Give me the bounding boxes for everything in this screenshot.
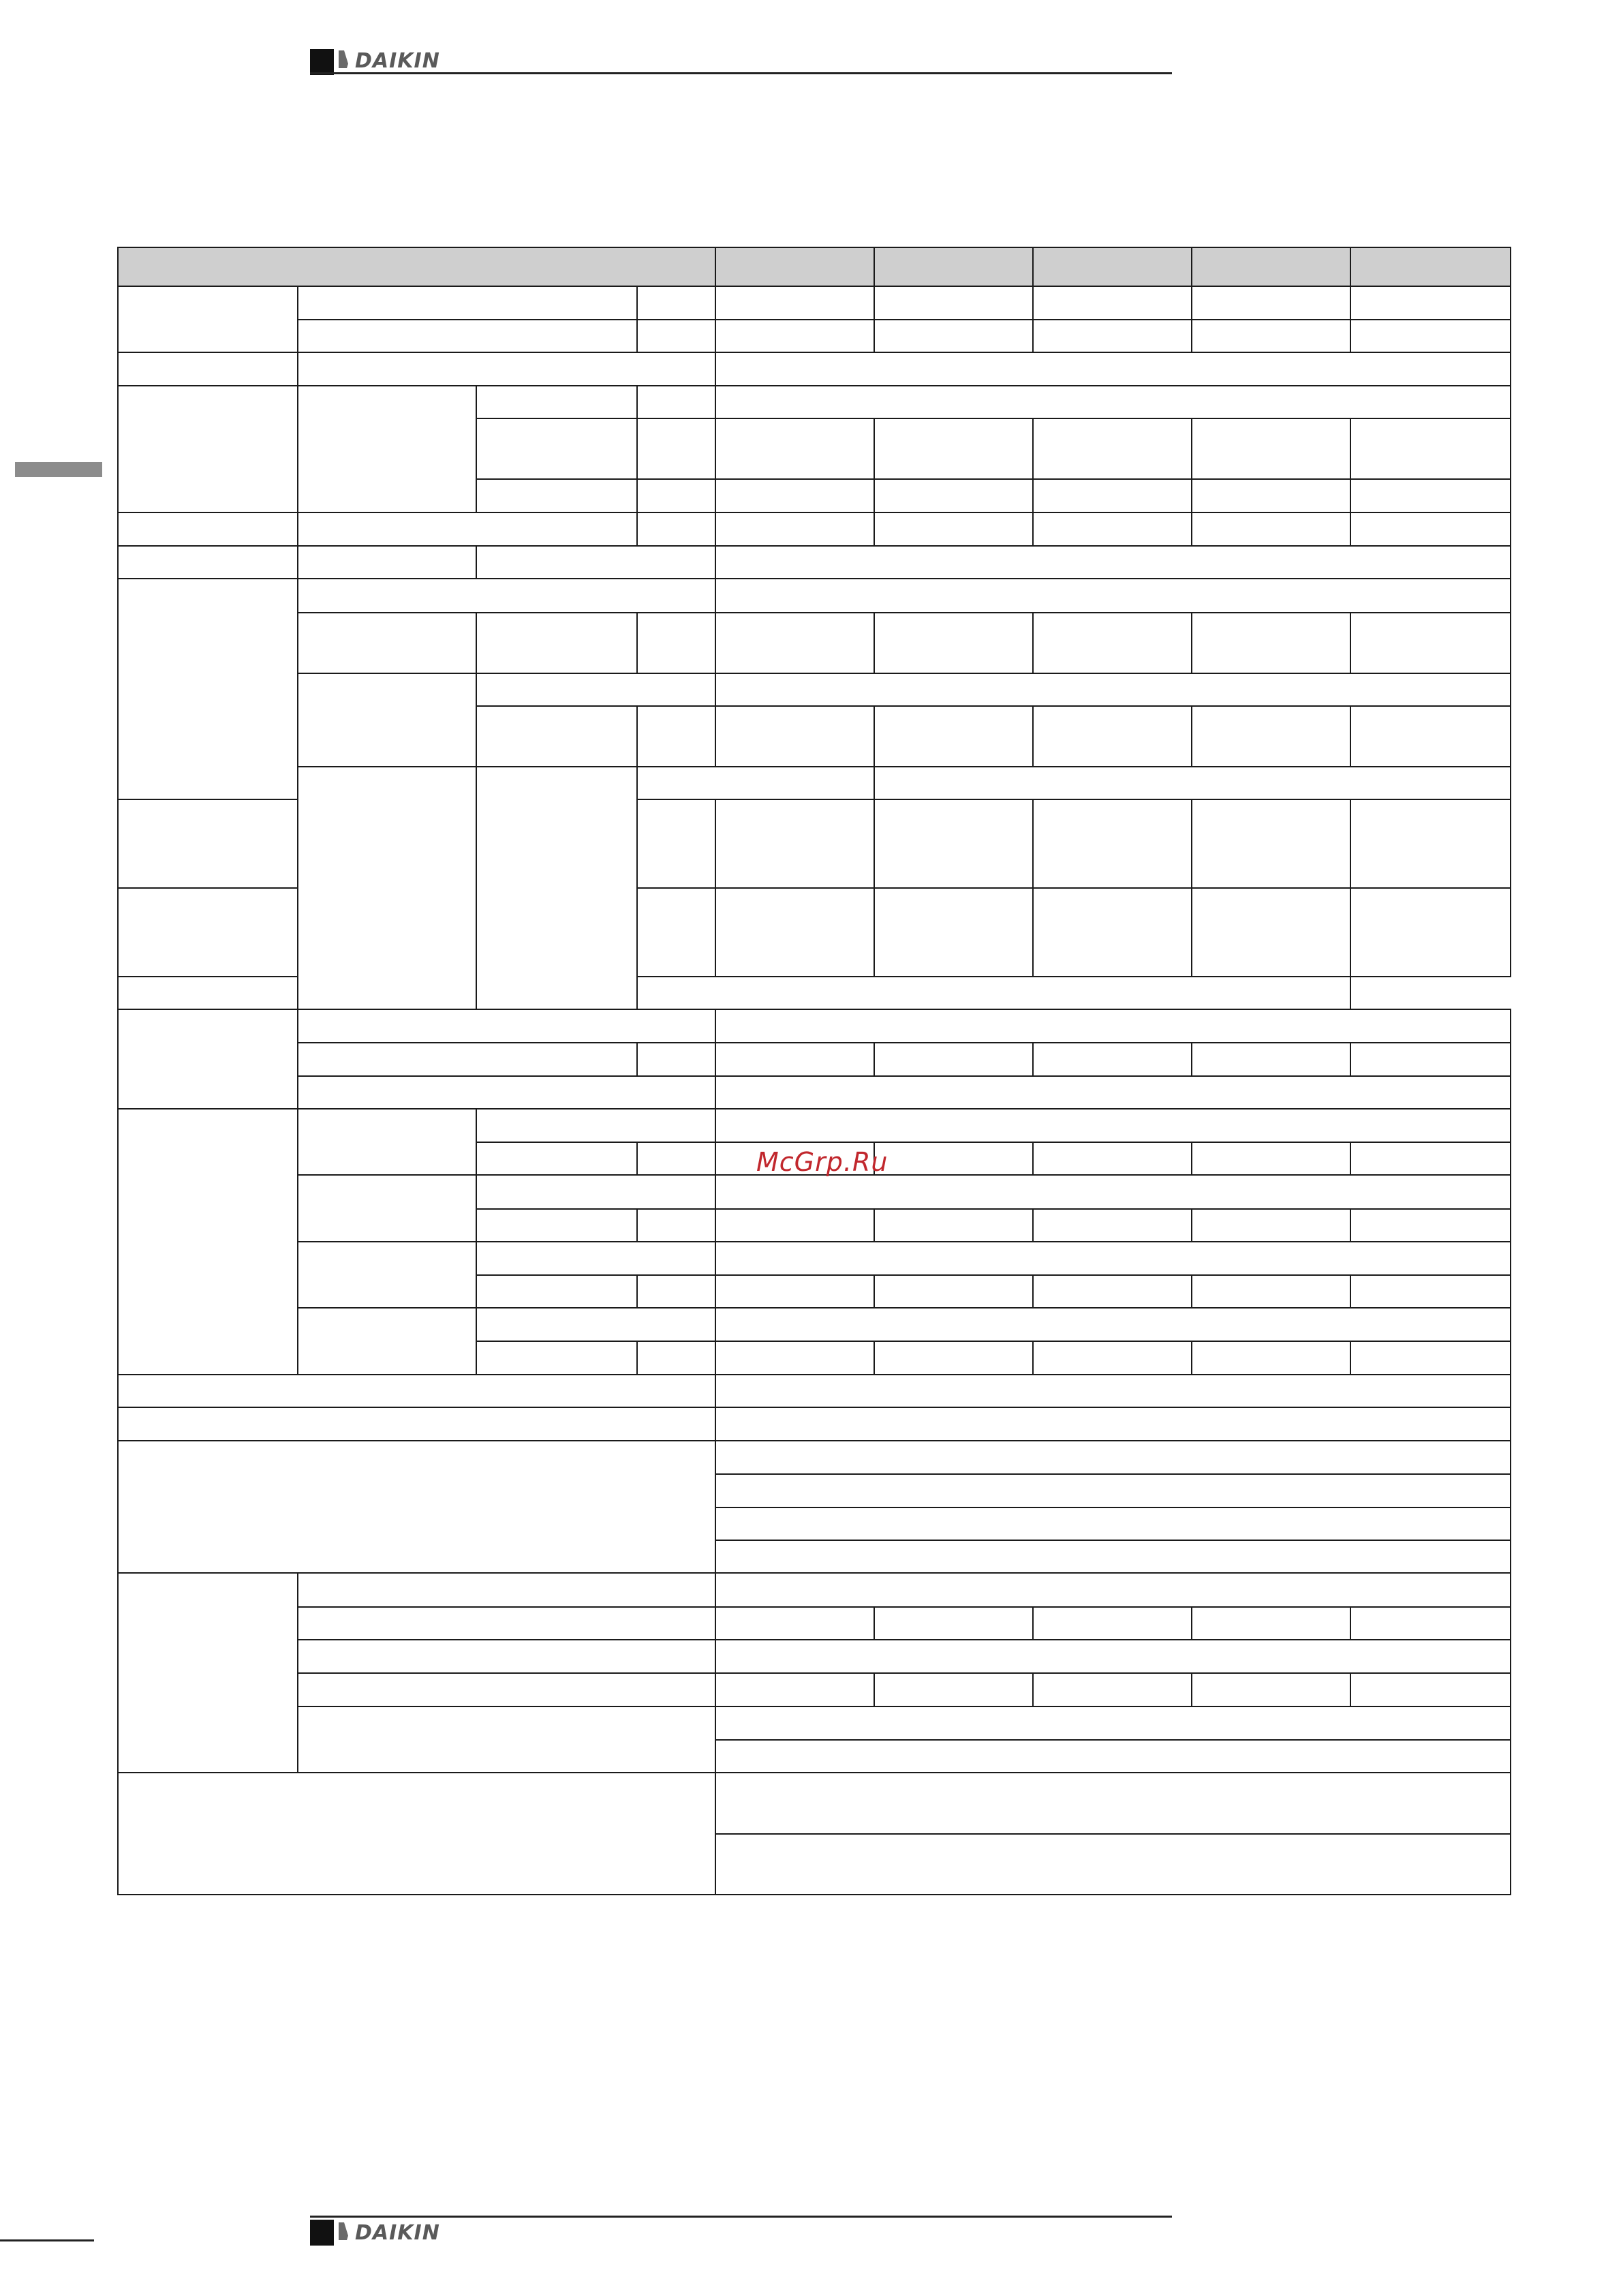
header-daikin-logo	[337, 48, 460, 71]
table-row	[118, 1673, 1511, 1706]
table-row	[118, 1109, 1511, 1142]
footer-rule	[310, 2216, 1172, 2218]
svg-text:DAIKIN: DAIKIN	[355, 49, 440, 71]
table-row	[118, 977, 1511, 1009]
table-row	[118, 512, 1511, 545]
table-header-row	[118, 247, 1511, 286]
header-cell-model-2	[874, 247, 1033, 286]
table-row	[118, 1043, 1511, 1075]
header-brand-bar	[310, 49, 334, 75]
header-cell-model-4	[1192, 247, 1350, 286]
table-row	[118, 1640, 1511, 1672]
table-row	[118, 320, 1511, 352]
footer-left-rule	[0, 2239, 94, 2241]
table-row	[118, 546, 1511, 579]
table-row	[118, 1375, 1511, 1407]
table-row	[118, 1441, 1511, 1474]
table-row	[118, 386, 1511, 418]
table-row	[118, 1242, 1511, 1274]
table-row	[118, 1706, 1511, 1739]
header-cell-item	[118, 247, 715, 286]
table-row	[118, 1773, 1511, 1834]
table-row	[118, 1407, 1511, 1440]
side-section-tab	[15, 462, 102, 477]
table-row	[118, 1573, 1511, 1606]
svg-text:DAIKIN: DAIKIN	[355, 2221, 440, 2243]
table-row	[118, 1308, 1511, 1341]
table-row	[118, 767, 1511, 799]
footer-brand-bar	[310, 2220, 334, 2246]
table-row	[118, 1009, 1511, 1043]
footer-daikin-logo	[337, 2220, 460, 2243]
table-row	[118, 613, 1511, 673]
table-row	[118, 1076, 1511, 1109]
header-cell-model-5	[1350, 247, 1511, 286]
watermark-text: McGrp.Ru	[756, 1147, 888, 1177]
table-row	[118, 286, 1511, 320]
header-rule	[310, 72, 1172, 74]
table-row	[118, 673, 1511, 706]
table-row	[118, 1175, 1511, 1208]
header-cell-model-3	[1033, 247, 1192, 286]
table-row	[118, 1607, 1511, 1640]
specification-table	[117, 247, 1511, 1895]
table-row	[118, 352, 1511, 385]
table-row	[118, 579, 1511, 612]
header-cell-model-1	[715, 247, 874, 286]
